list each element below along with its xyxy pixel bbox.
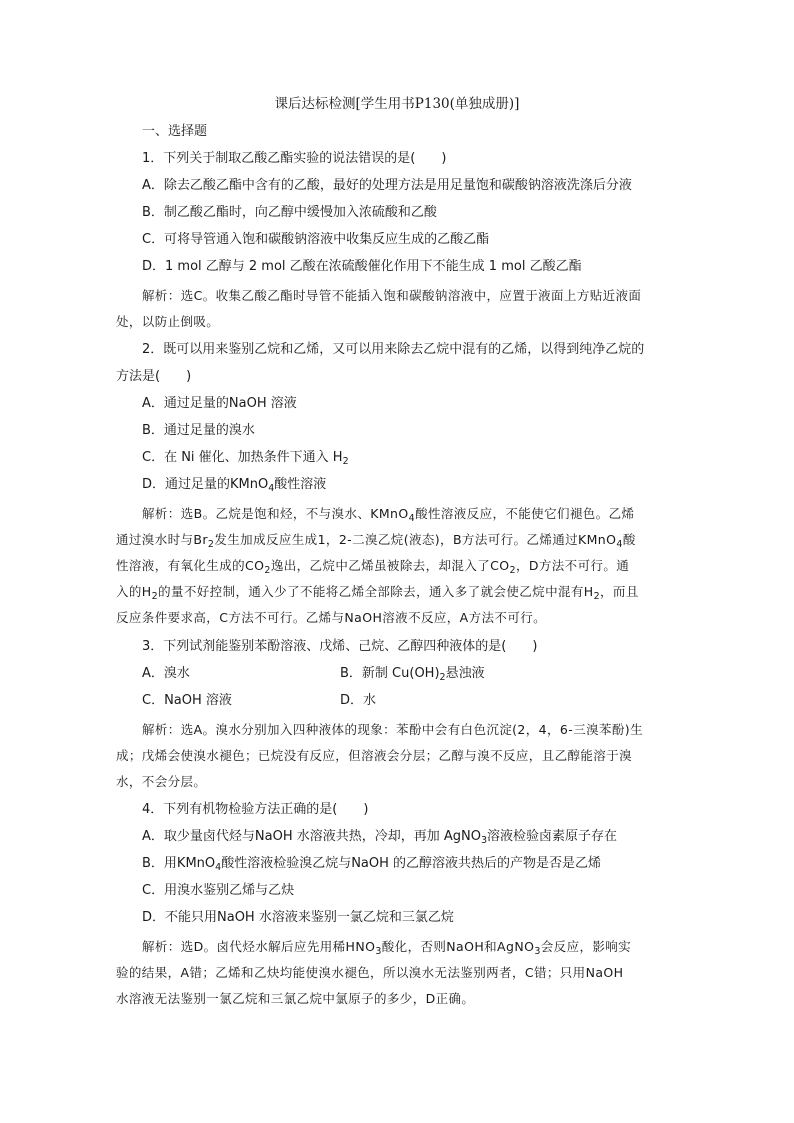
q3-answer-line-3: 水，不会分层。 bbox=[116, 774, 207, 789]
q1-answer-line-2: 处，以防止倒吸。 bbox=[116, 314, 220, 329]
q3-option-b: B．新制 $Cu(OH)_2$悬浊液 bbox=[340, 666, 485, 683]
q2-stem-line-2: 方法是( ) bbox=[116, 369, 192, 384]
q2-answer-line-1: 解析：选B。乙烷是饱和烃，不与溴水、KMnO$_4$酸性溶液反应，不能使它们褪色。乙烯 bbox=[142, 506, 635, 524]
q2-stem-line-1: 2．既可以用来鉴别乙烷和乙烯，又可以用来除去乙烷中混有的乙烯，以得到纯净乙烷的 bbox=[142, 342, 645, 357]
q1-answer-line-1: 解析：选C。收集乙酸乙酯时导管不能插入饱和碳酸钠溶液中，应置于液面上方贴近液面 bbox=[142, 288, 642, 303]
q2-option-d: D．通过足量的KMnO$_4$酸性溶液 bbox=[142, 477, 327, 494]
q2-answer-line-2: 通过溴水时与$Br_2$发生加成反应生成1，2-二溴乙烷(液态)，B方法可行。乙烯通过KMnO$_4$酸 bbox=[116, 532, 636, 550]
q3-answer-line-1: 解析：选A。溴水分别加入四种液体的现象：苯酚中会有白色沉淀(2，4，6-三溴苯酚)生 bbox=[142, 722, 643, 737]
q4-option-c: C．用溴水鉴别乙烯与乙炔 bbox=[142, 883, 295, 898]
q3-option-c: C．NaOH 溶液 bbox=[142, 693, 232, 708]
q4-answer-line-3: 水溶液无法鉴别一氯乙烷和三氯乙烷中氯原子的多少，D正确。 bbox=[116, 991, 475, 1006]
q1-option-d: D．1 mol 乙醇与 2 mol 乙酸在浓硫酸催化作用下不能生成 1 mol 乙酸乙酯 bbox=[142, 259, 582, 274]
q2-option-b: B．通过足量的溴水 bbox=[142, 423, 255, 438]
q3-option-a: A．溴水 bbox=[142, 666, 190, 681]
q2-answer-line-3: 性溶液，有氧化生成的$CO_2$逸出，乙烷中乙烯虽被除去，却混入了$CO_2$，D方法不可行。通 bbox=[116, 558, 630, 576]
q4-option-d: D．不能只用NaOH 水溶液来鉴别一氯乙烷和三氯乙烷 bbox=[142, 910, 454, 925]
q2-option-c: C．在 Ni 催化、加热条件下通入 $H_2$ bbox=[142, 450, 349, 467]
q1-option-a: A．除去乙酸乙酯中含有的乙酸，最好的处理方法是用足量饱和碳酸钠溶液洗涤后分液 bbox=[142, 178, 632, 193]
q1-stem: 1．下列关于制取乙酸乙酯实验的说法错误的是( ) bbox=[142, 151, 447, 166]
q3-stem: 3．下列试剂能鉴别苯酚溶液、戊烯、己烷、乙醇四种液体的是( ) bbox=[142, 639, 538, 654]
q3-option-d: D．水 bbox=[340, 693, 377, 708]
q2-answer-line-4: 入的$H_2$的量不好控制，通入少了不能将乙烯全部除去，通入多了就会使乙烷中混有$H_2$，而且 bbox=[116, 584, 639, 602]
q2-option-a: A．通过足量的NaOH 溶液 bbox=[142, 396, 297, 411]
q4-answer-line-2: 验的结果，A错；乙烯和乙炔均能使溴水褪色，所以溴水无法鉴别两者，C错；只用NaOH bbox=[116, 965, 624, 980]
q2-answer-line-5: 反应条件要求高，C方法不可行。乙烯与NaOH溶液不反应，A方法不可行。 bbox=[116, 610, 547, 625]
q4-option-a: A．取少量卤代烃与NaOH 水溶液共热，冷却，再加 AgNO$_3$溶液检验卤素原子存在 bbox=[142, 829, 618, 846]
q3-answer-line-2: 成；戊烯会使溴水褪色；已烷没有反应，但溶液会分层；乙醇与溴不反应，且乙醇能溶于溴 bbox=[116, 748, 633, 763]
q4-answer-line-1: 解析：选D。卤代烃水解后应先用稀$HNO_3$酸化，否则NaOH和AgNO$_3$会反应，影响实 bbox=[142, 939, 632, 957]
q1-option-c: C．可将导管通入饱和碳酸钠溶液中收集反应生成的乙酸乙酯 bbox=[142, 232, 490, 247]
page-title: 课后达标检测[学生用书P130(单独成册)] bbox=[274, 96, 520, 112]
q4-stem: 4．下列有机物检验方法正确的是( ) bbox=[142, 802, 369, 817]
q1-option-b: B．制乙酸乙酯时，向乙醇中缓慢加入浓硫酸和乙酸 bbox=[142, 205, 437, 220]
q4-option-b: B．用KMnO$_4$酸性溶液检验溴乙烷与NaOH 的乙醇溶液共热后的产物是否是乙烯 bbox=[142, 856, 602, 873]
section-heading: 一、选择题 bbox=[142, 124, 208, 139]
